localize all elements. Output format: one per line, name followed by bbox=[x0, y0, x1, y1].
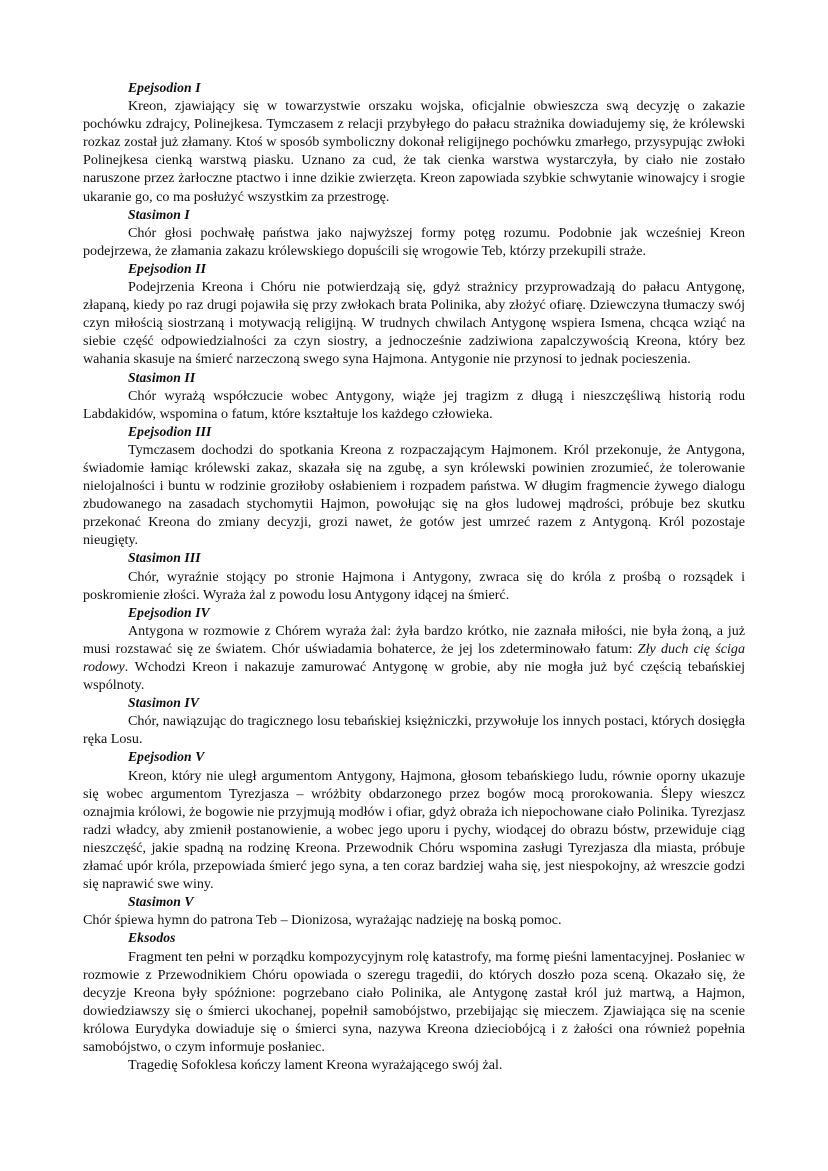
section-heading-stasimon-2: Stasimon II bbox=[128, 369, 196, 385]
paragraph-stasimon-1-p1 bbox=[83, 224, 745, 260]
paragraph-stasimon-2-p1 bbox=[83, 387, 745, 423]
text-run: Chór śpiewa hymn do patrona Teb – Dionizosa, wyrażając nadzieję na boską pomoc. bbox=[83, 912, 562, 929]
paragraph-epejsodion-2-p1 bbox=[83, 278, 745, 368]
paragraph-eksodos-p2 bbox=[83, 1056, 745, 1074]
section-heading-epejsodion-3: Epejsodion III bbox=[128, 423, 212, 439]
text-run: Chór, nawiązując do tragicznego losu tebańskiej księżniczki, przywołuje los innych postaci, których dosięgła ręka Losu. bbox=[83, 713, 745, 748]
text-run: . Wchodzi Kreon i nakazuje zamurować Antygonę w grobie, aby nie mogła już być częścią tebańskiej wspólnoty. bbox=[83, 659, 745, 694]
paragraph-epejsodion-4-p1 bbox=[83, 622, 745, 694]
text-column bbox=[83, 79, 745, 1074]
section-heading-epejsodion-1: Epejsodion I bbox=[128, 80, 201, 95]
text-run: Tragedię Sofoklesa kończy lament Kreona wyrażającego swój żal. bbox=[128, 1057, 503, 1074]
section-heading-stasimon-4: Stasimon IV bbox=[128, 695, 199, 711]
section-heading-epejsodion-2: Epejsodion II bbox=[128, 260, 206, 276]
text-run: Tymczasem dochodzi do spotkania Kreona z rozpaczającym Hajmonem. Król przekonuje, że Antygona, świadomie łamiąc królewski zakaz, skazała się na zgubę, a syn królewski powinien zrozumieć, że tolerowanie nielojalności i buntu w rodzinie groziłoby osłabieniem i rozpadem państwa. W długim fragmencie żywego dialogu zbudowanego na zasadach stychomytii Hajmon, powołując się na głos ludowej mądrości, próbuje bez skutku przekonać Kreona do zmiany decyzji, grozi nawet, że gotów jest umrzeć razem z Antygoną. Król pozostaje nieugięty. bbox=[83, 441, 745, 549]
paragraph-stasimon-3-p1 bbox=[83, 568, 745, 604]
text-run: Podejrzenia Kreona i Chóru nie potwierdzają się, gdyż strażnicy przyprowadzają do pałacu Antygonę, złapaną, kiedy po raz drugi pojawiła się przy zwłokach brata Polinika, aby złożyć ofiarę. Dziewczyna tłumaczy swój czyn miłością siostrzaną i motywacją religijną. W trudnych chwilach Antygonę wspiera Ismena, chcąca wziąć na siebie część odpowiedzialności za czyn siostry, a jednocześnie zadziwiona zapalczywością Kreona, który bez wahania skasuje na śmierć narzeczoną swego syna Hajmona. Antygonie nie przynosi to jednak pocieszenia. bbox=[83, 279, 745, 368]
paragraph-stasimon-5-p1 bbox=[83, 911, 745, 929]
text-run: Kreon, który nie uległ argumentom Antygony, Hajmona, głosom tebańskiego ludu, równie oporny ukazuje się wobec argumentom Tyrezjasza – wróżbity obdarzonego przez bogów mocą prorokowania. Ślepy wieszcz oznajmia królowi, że bogowie nie przyjmują modłów i ofiar, gdyż obraża ich niepochowane ciało Polinika. Tyrezjasz radzi władcy, aby zmienił postanowienie, a wobec jego uporu i pychy, wiodącej do obrazu bóstw, przewiduje ciąg nieszczęść, jakie spadną na rodzinę Kreona. Przewodnik Chóru wspomina zasługi Tyrezjasza dla miasta, próbuje złamać upór króla, przepowiada śmierć jego syna, a ten coraz bardziej waha się, jest niespokojny, aż wreszcie godzi się naprawić swe winy. bbox=[83, 767, 745, 893]
paragraph-epejsodion-5-p1 bbox=[83, 767, 745, 894]
text-run: Kreon, zjawiający się w towarzystwie orszaku wojska, oficjalnie obwieszcza swą decyzję o zakazie pochówku zdrajcy, Polinejkesa. Tymczasem z relacji przybyłego do pałacu strażnika dowiadujemy się, że królewski rozkaz został już złamany. Ktoś w sposób symboliczny dokonał religijnego pochówku zmarłego, przysypując zwłoki Polinejkesa cienką warstwą piasku. Uznano za cud, że tak cienka warstwa wystarczyła, by ciało nie zostało naruszone przez żarłoczne ptactwo i inne dzikie zwierzęta. Kreon zapowiada szybkie schwytanie winowajcy i srogie ukaranie go, co ma posłużyć wszystkim za przestrogę. bbox=[83, 98, 745, 205]
text-run: Chór wyrażą współczucie wobec Antygony, wiąże jej tragizm z długą i nieszczęśliwą historią rodu Labdakidów, wspomina o fatum, które kształtuje los każdego człowieka. bbox=[83, 387, 745, 422]
paragraph-epejsodion-3-p1 bbox=[83, 441, 745, 550]
section-heading-epejsodion-5: Epejsodion V bbox=[128, 749, 205, 765]
section-heading-eksodos: Eksodos bbox=[128, 930, 176, 946]
section-heading-epejsodion-4: Epejsodion IV bbox=[128, 604, 210, 620]
section-heading-stasimon-1: Stasimon I bbox=[128, 206, 190, 222]
quoted-verse: Zły duch cię ściga rodowy bbox=[83, 640, 746, 675]
section-heading-stasimon-5: Stasimon V bbox=[128, 894, 194, 910]
paragraph-epejsodion-1-p1 bbox=[83, 97, 745, 206]
section-heading-stasimon-3: Stasimon III bbox=[128, 550, 201, 566]
text-run: Chór głosi pochwałę państwa jako najwyższej formy potęg rozumu. Podobnie jak wcześniej Kreon podejrzewa, że złamania zakazu królewskiego dopuścili się wrogowie Teb, którzy przekupili straże. bbox=[83, 224, 745, 259]
paragraph-stasimon-4-p1 bbox=[83, 712, 745, 748]
text-run: Antygona w rozmowie z Chórem wyraża żal: żyła bardzo krótko, nie zaznała miłości, nie była żoną, a już musi rozstawać się ze światem. Chór uświadamia bohaterce, że jej los zdeterminowało fatum: bbox=[83, 622, 745, 657]
text-run: Fragment ten pełni w porządku kompozycyjnym rolę katastrofy, ma formę pieśni lamentacyjnej. Posłaniec w rozmowie z Przewodnikiem Chóru opowiada o szeregu tragedii, do których doszło poza sceną. Okazało się, że decyzje Kreona były spóźnione: pogrzebano ciało Polinika, ale Antygonę zastał król już martwą, a Hajmon, dowiedziawszy się o śmierci ukochanej, popełnił samobójstwo, przebijając się mieczem. Zjawiająca się na scenie królowa Eurydyka dowiaduje się o śmierci syna, nazywa Kreona dzieciobójcą i z żałości ona również popełnia samobójstwo, o czym informuje posłaniec. bbox=[83, 948, 745, 1055]
paragraph-eksodos-p1 bbox=[83, 948, 745, 1057]
text-run: Chór, wyraźnie stojący po stronie Hajmona i Antygony, zwraca się do króla z prośbą o rozsądek i poskromienie złości. Wyraża żal z powodu losu Antygony idącej na śmierć. bbox=[83, 568, 745, 603]
